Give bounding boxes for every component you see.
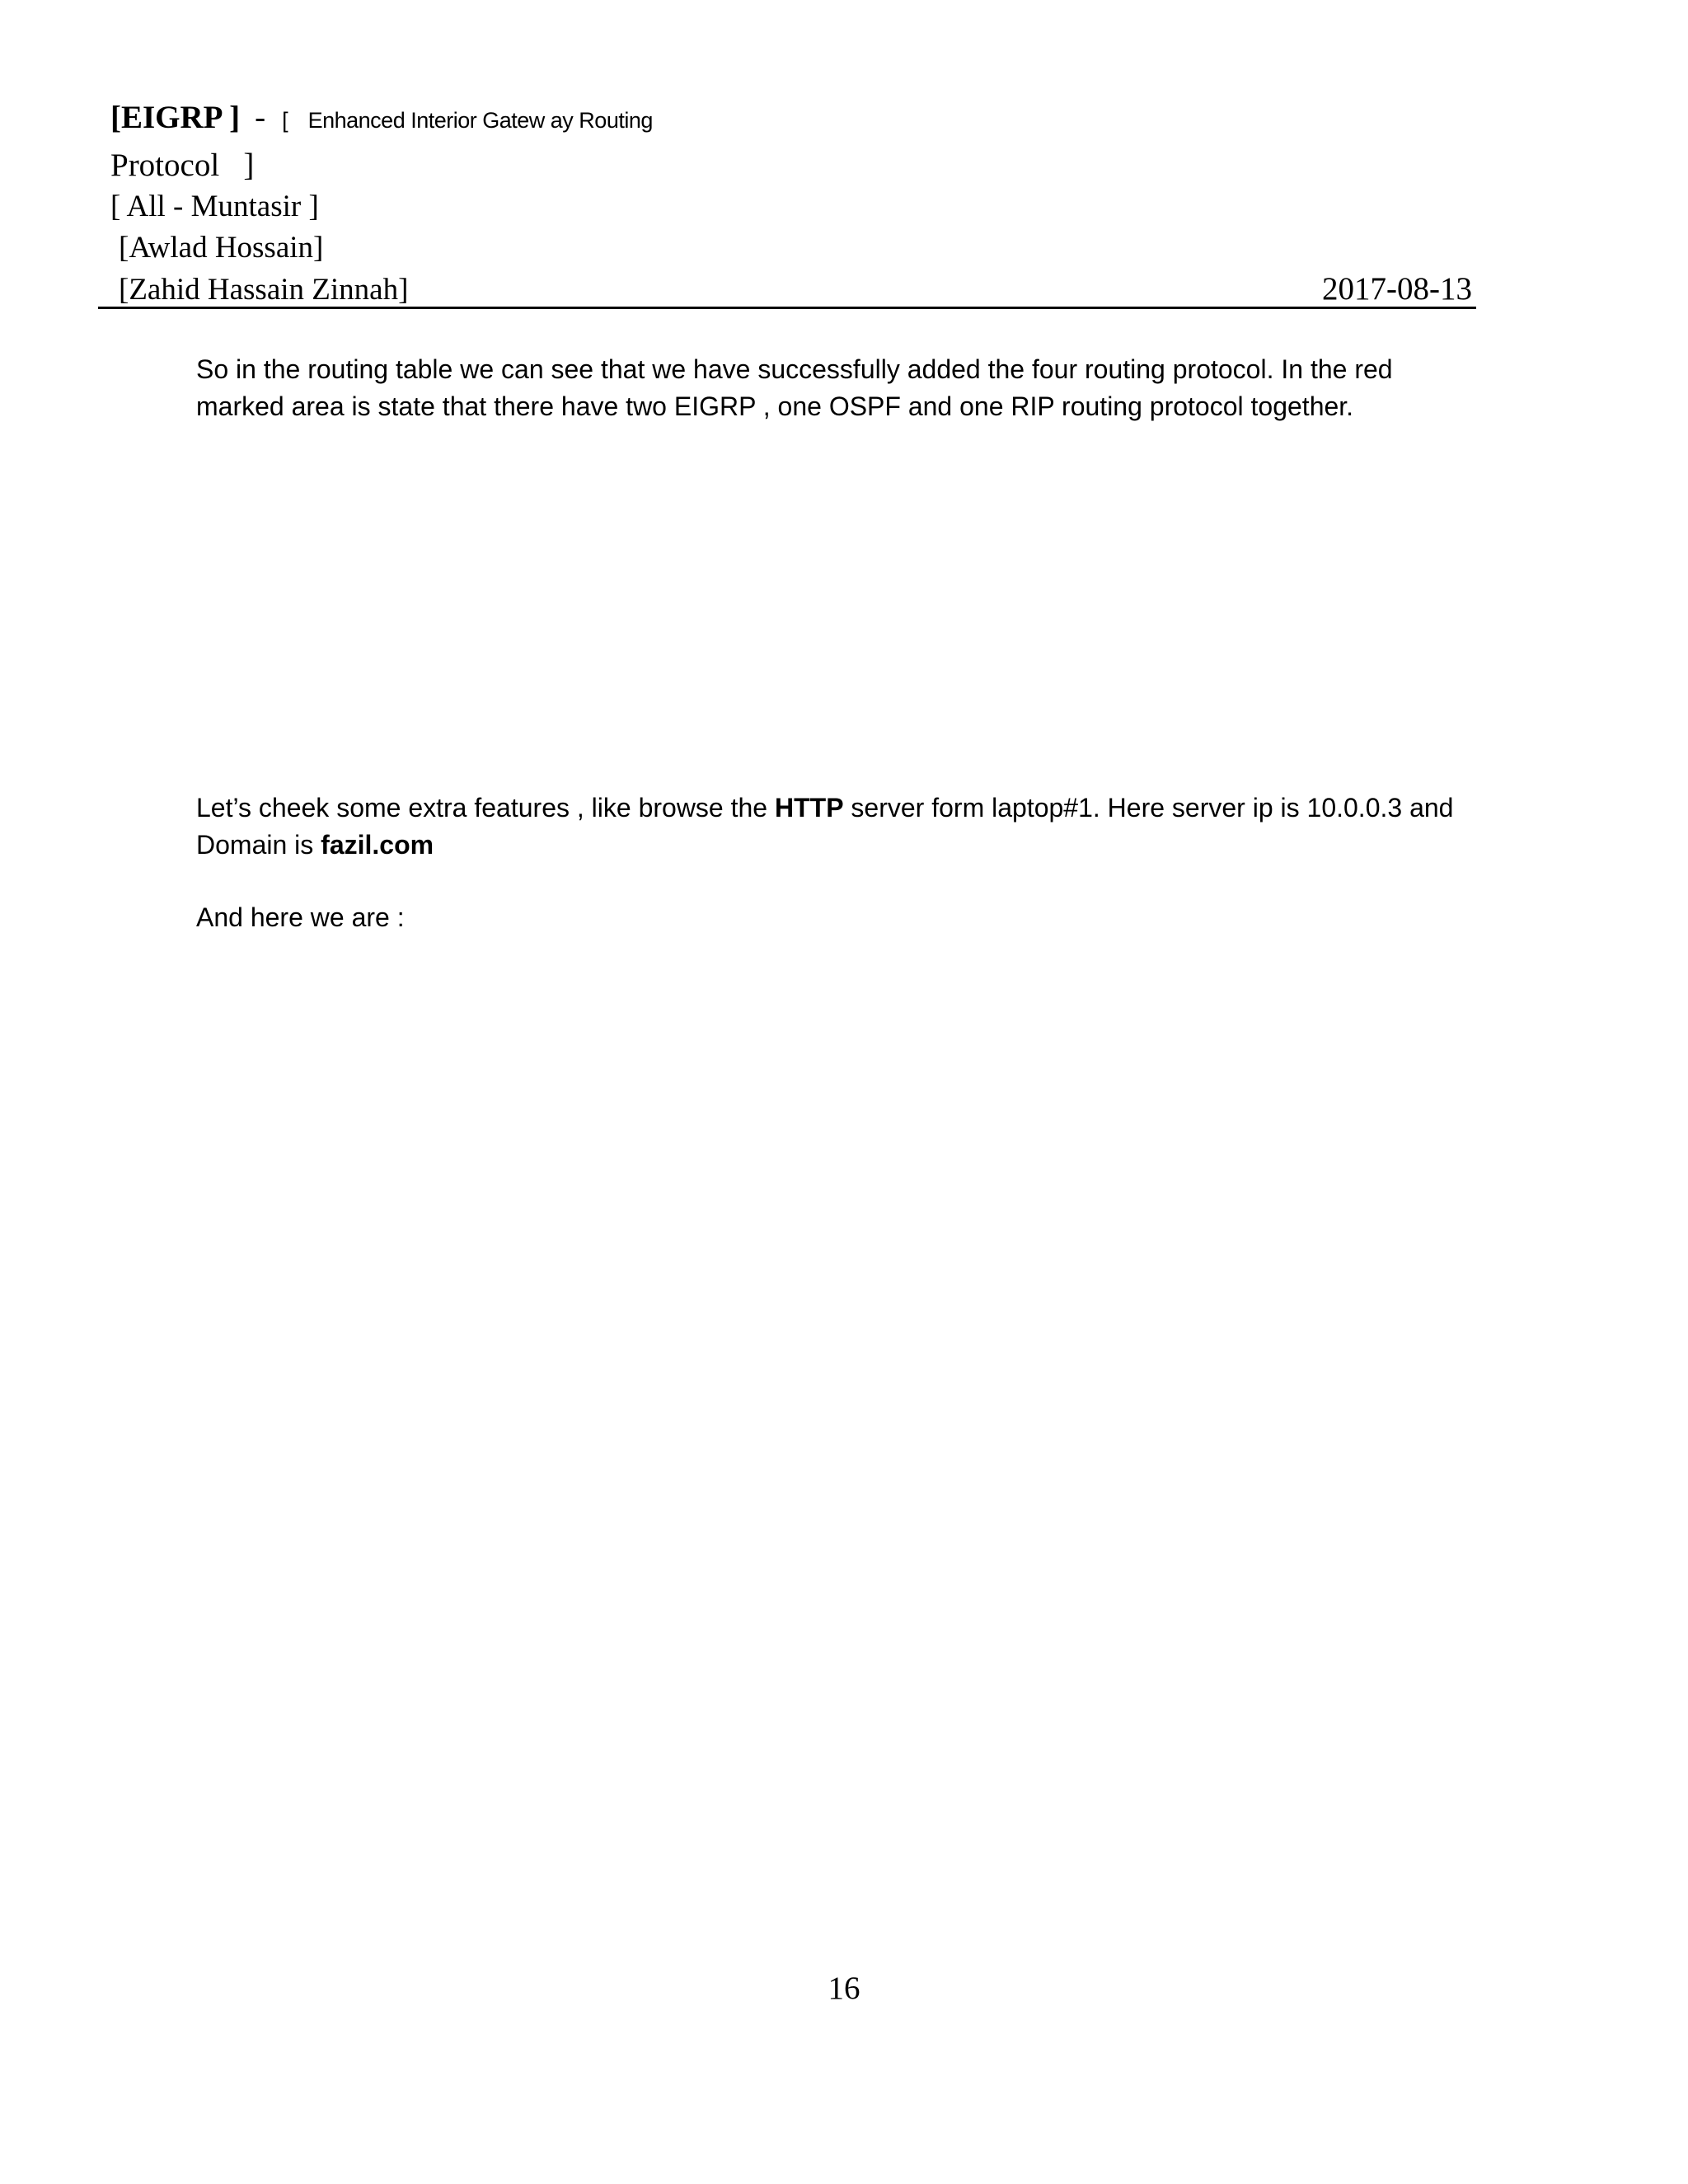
domain-name: fazil.com — [321, 830, 434, 860]
author-date-row — [110, 269, 1479, 310]
paragraph-routing-table: So in the routing table we can see that we have successfully added the four routing protocol. In the red marked area is state that there have two EIGRP , one OSPF and one RIP routing protocol together. — [196, 354, 1393, 421]
paragraph-http-text-1: Let’s cheek some extra features , like browse the — [196, 793, 775, 823]
title-dash: - — [255, 100, 266, 135]
title-line — [110, 99, 1479, 145]
page-number: 16 — [828, 1971, 860, 2006]
document-date: 2017-08-13 — [1322, 271, 1472, 307]
author-3: [Zahid Hassain Zinnah] — [119, 273, 409, 307]
paragraph-http-server — [196, 790, 1465, 864]
author-1: [ All - Muntasir ] — [110, 190, 319, 223]
document-title: [EIGRP ] — [110, 100, 241, 135]
document-subtitle: Enhanced Interior Gatew ay Routing — [307, 108, 653, 133]
document-header — [110, 99, 1479, 310]
http-keyword: HTTP — [774, 793, 844, 823]
title-bracket: [ — [282, 108, 288, 133]
paragraph-here-we-are: And here we are : — [196, 902, 405, 932]
header-rule — [98, 307, 1476, 309]
subtitle-continuation: Protocol ] — [110, 148, 255, 183]
paragraph-http-text-2: server form laptop#1. Here server ip is 10.0.0.3 and Domain is — [196, 793, 1454, 860]
author-2: [Awlad Hossain] — [119, 231, 324, 265]
